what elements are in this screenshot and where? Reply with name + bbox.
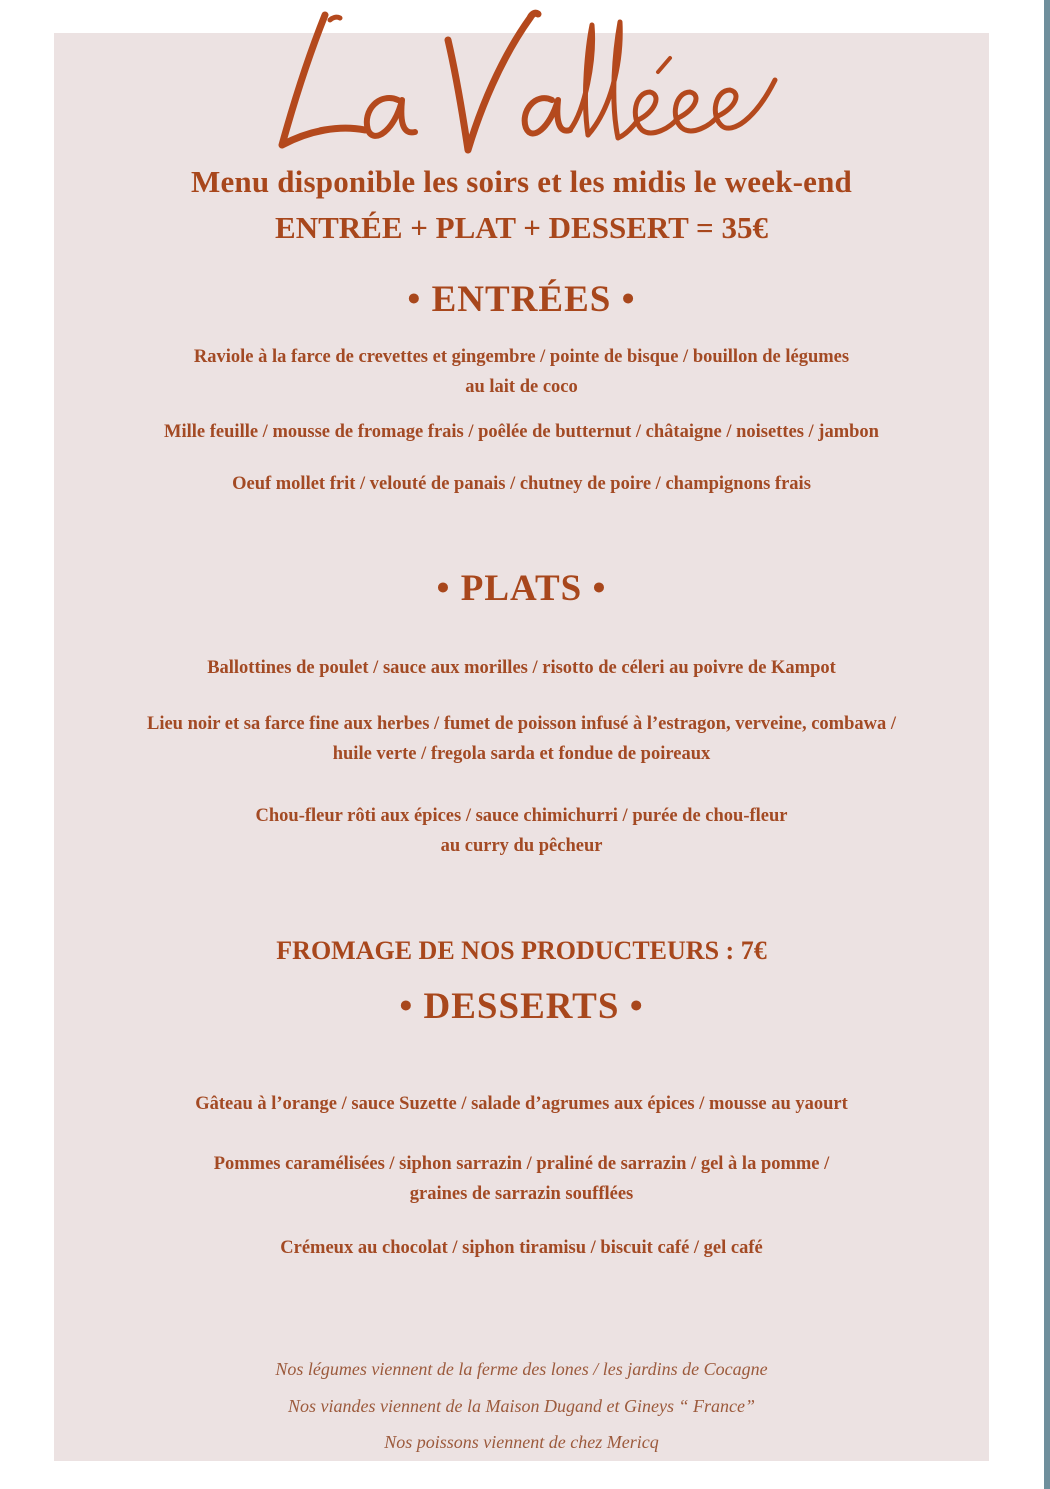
dish-line: Chou-fleur rôti aux épices / sauce chimichurri / purée de chou-fleur [255, 806, 788, 826]
footer-meat-source: Nos viandes viennent de la Maison Dugand et Gineys “ France” [288, 1396, 755, 1416]
footer-fish-source: Nos poissons viennent de chez Mericq [384, 1432, 659, 1452]
menu-availability-text: Menu disponible les soirs et les midis le week-end [190, 164, 852, 199]
dish-line: Mille feuille / mousse de fromage frais / poêlée de butternut / châtaigne / noisettes / jambon [164, 422, 879, 442]
logo-script-drawing [270, 0, 790, 160]
dish-line: graines de sarrazin soufflées [409, 1184, 634, 1204]
page-edge [1044, 0, 1050, 1489]
dish-line: Lieu noir et sa farce fine aux herbes / fumet de poisson infusé à l’estragon, verveine, combawa / [146, 714, 897, 734]
menu-price-formula: ENTRÉE + PLAT + DESSERT = 35€ [275, 210, 768, 245]
section-title-desserts: • DESSERTS • [399, 986, 644, 1027]
section-title-entrees: • ENTRÉES • [407, 279, 636, 320]
dish-line: Ballottines de poulet / sauce aux morilles / risotto de céleri au poivre de Kampot [207, 658, 836, 678]
cheese-offer: FROMAGE DE NOS PRODUCTEURS : 7€ [276, 936, 767, 965]
dish-line: Oeuf mollet frit / velouté de panais / chutney de poire / champignons frais [232, 474, 811, 494]
section-title-plats: • PLATS • [436, 568, 607, 609]
dish-line: au lait de coco [465, 377, 578, 397]
dish-line: Crémeux au chocolat / siphon tiramisu / biscuit café / gel café [280, 1238, 763, 1258]
dish-line: Raviole à la farce de crevettes et gingembre / pointe de bisque / bouillon de légumes [193, 347, 850, 367]
dish-line: Pommes caramélisées / siphon sarrazin / praliné de sarrazin / gel à la pomme / [213, 1154, 830, 1174]
la-vallee-logo [270, 0, 790, 160]
dish-line: Gâteau à l’orange / sauce Suzette / salade d’agrumes aux épices / mousse au yaourt [195, 1094, 848, 1114]
footer-vegetables-source: Nos légumes viennent de la ferme des lones / les jardins de Cocagne [275, 1359, 768, 1379]
dish-line: huile verte / fregola sarda et fondue de poireaux [332, 744, 711, 764]
dish-line: au curry du pêcheur [440, 836, 603, 856]
